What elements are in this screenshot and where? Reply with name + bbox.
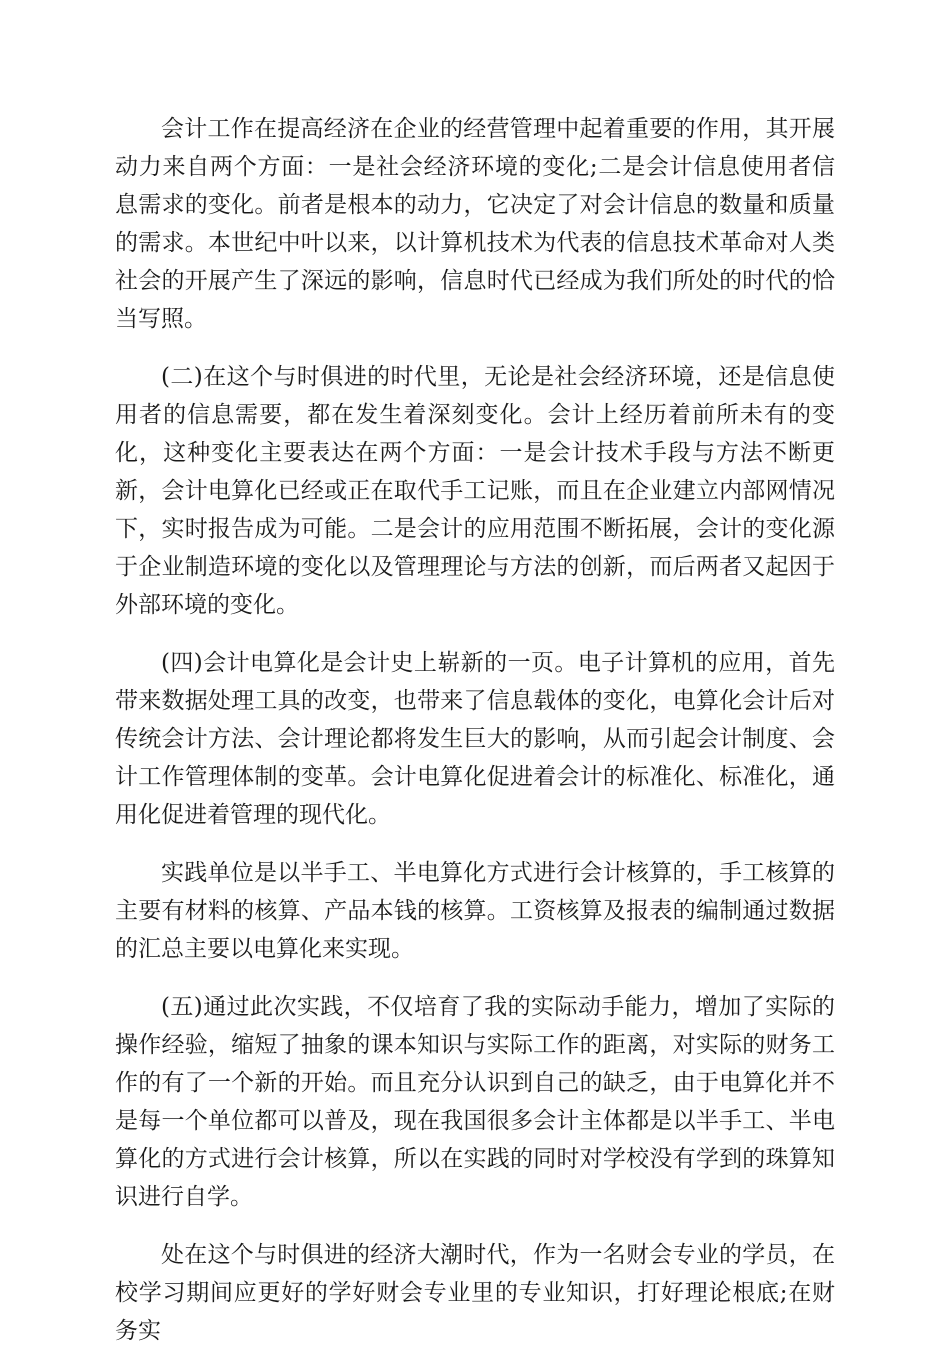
paragraph-2: (二)在这个与时俱进的时代里，无论是社会经济环境，还是信息使用者的信息需要，都在发生着深刻变化。会计上经历着前所未有的变化，这种变化主要表达在两个方面：一是会计技术手段与方法不断更新，会计电算化已经或正在取代手工记账，而且在企业建立内部网情况下，实时报告成为可能。二是会计的应用范围不断拓展，会计的变化源于企业制造环境的变化以及管理理论与方法的创新，而后两者又起因于外部环境的变化。 [115,364,835,618]
document-page [115,110,835,1370]
paragraph-3: (四)会计电算化是会计史上崭新的一页。电子计算机的应用，首先带来数据处理工具的改变，也带来了信息载体的变化，电算化会计后对传统会计方法、会计理论都将发生巨大的影响，从而引起会计制度、会计工作管理体制的变革。会计电算化促进着会计的标准化、标准化，通用化促进着管理的现代化。 [115,650,835,828]
paragraph-5: (五)通过此次实践，不仅培育了我的实际动手能力，增加了实际的操作经验，缩短了抽象的课本知识与实际工作的距离，对实际的财务工作的有了一个新的开始。而且充分认识到自己的缺乏，由于电算化并不是每一个单位都可以普及，现在我国很多会计主体都是以半手工、半电算化的方式进行会计核算，所以在实践的同时对学校没有学到的珠算知识进行自学。 [115,994,835,1210]
paragraph-6: 处在这个与时俱进的经济大潮时代，作为一名财会专业的学员，在校学习期间应更好的学好财会专业里的专业知识，打好理论根底;在财务实 [115,1242,835,1344]
paragraph-4: 实践单位是以半手工、半电算化方式进行会计核算的，手工核算的主要有材料的核算、产品本钱的核算。工资核算及报表的编制通过数据的汇总主要以电算化来实现。 [115,860,835,962]
paragraph-1: 会计工作在提高经济在企业的经营管理中起着重要的作用，其开展动力来自两个方面：一是社会经济环境的变化;二是会计信息使用者信息需求的变化。前者是根本的动力，它决定了对会计信息的数量和质量的需求。本世纪中叶以来，以计算机技术为代表的信息技术革命对人类社会的开展产生了深远的影响，信息时代已经成为我们所处的时代的恰当写照。 [115,116,835,332]
